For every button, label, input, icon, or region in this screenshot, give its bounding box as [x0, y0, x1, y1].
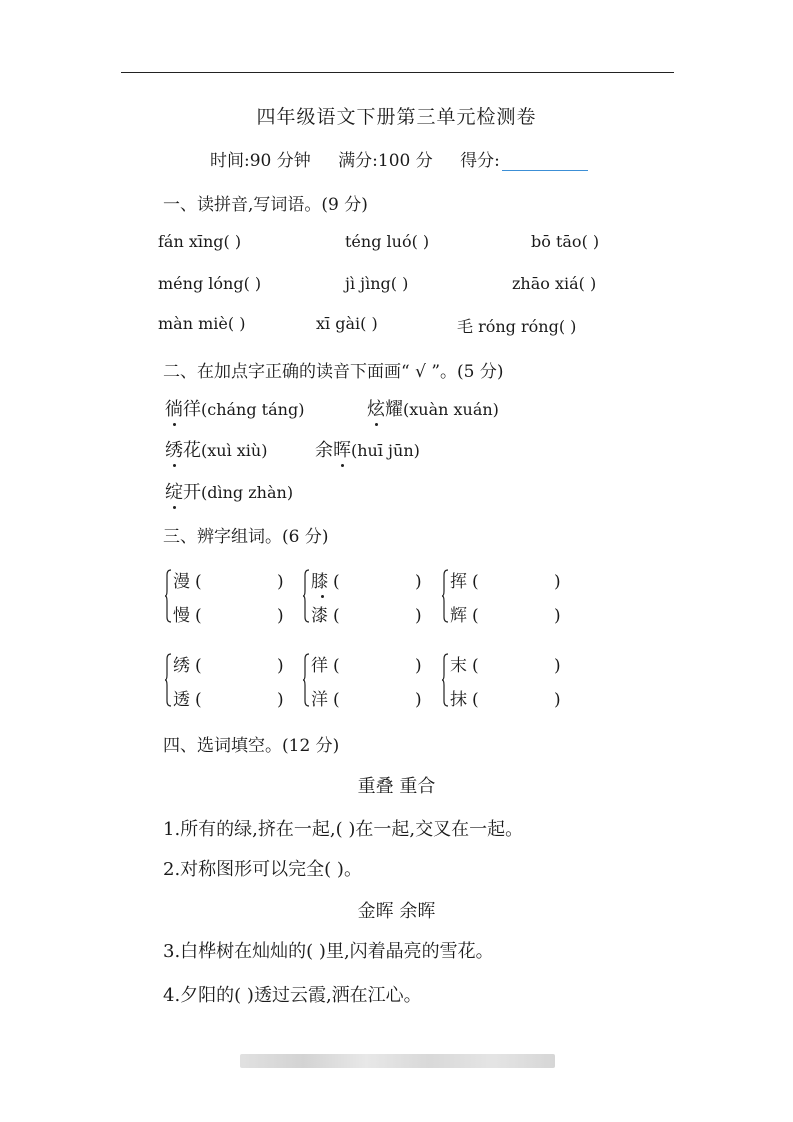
pair-char: 抹 [450, 690, 467, 710]
pair-char: 挥 [450, 572, 467, 592]
dotted-char: 炫 [367, 399, 385, 420]
exam-meta [210, 146, 610, 171]
section4-heading: 四、选词填空。(12 分) [163, 736, 340, 756]
section1-heading: 一、读拼音,写词语。(9 分) [163, 195, 368, 215]
dotted-char: 徜 [165, 399, 183, 420]
reading-item: 绣花(xuì xiù) [165, 440, 268, 461]
pair-char: 辉 [450, 606, 467, 626]
pinyin-item: màn miè( ) [158, 314, 246, 333]
word-choices: 金晖 余晖 [357, 901, 436, 922]
time-limit: 时间:90 分钟 [210, 151, 311, 171]
dotted-char: 绣 [165, 440, 183, 461]
pinyin-item: fán xīng( ) [158, 232, 242, 251]
pinyin-item: méng lóng( ) [158, 274, 262, 293]
reading-item: 炫耀(xuàn xuán) [367, 399, 499, 420]
word-choices: 重叠 重合 [357, 776, 436, 797]
question-3: 3.白桦树在灿灿的( )里,闪着晶亮的雪花。 [163, 941, 494, 962]
question-4: 4.夕阳的( )透过云霞,洒在江心。 [163, 985, 422, 1006]
brace-icon [442, 653, 448, 707]
brace-icon [165, 653, 171, 707]
brace-icon [303, 653, 309, 707]
page-title: 四年级语文下册第三单元检测卷 [256, 106, 537, 128]
dotted-char: 晖 [333, 440, 351, 461]
full-score: 满分:100 分 [338, 151, 433, 171]
reading-item: 绽开(dìng zhàn) [165, 482, 294, 503]
pinyin-item: 毛 róng róng( ) [457, 317, 577, 336]
brace-icon [303, 569, 309, 623]
brace-icon [442, 569, 448, 623]
question-1: 1.所有的绿,挤在一起,( )在一起,交叉在一起。 [163, 819, 524, 840]
pinyin-item: téng luó( ) [345, 232, 430, 251]
pair-char: 漫 [173, 572, 190, 592]
reading-item: 徜徉(cháng táng) [165, 399, 305, 420]
section3-heading: 三、辨字组词。(6 分) [163, 527, 329, 547]
brace-icon [165, 569, 171, 623]
reading-item: 余晖(huī jūn) [315, 440, 420, 461]
pinyin-item: jì jìng( ) [345, 274, 409, 293]
blurred-footer [240, 1054, 555, 1068]
pinyin-item: bō tāo( ) [531, 232, 600, 251]
section2-heading: 二、在加点字正确的读音下面画“ √ ”。(5 分) [163, 362, 504, 382]
dotted-char: 绽 [165, 482, 183, 503]
pair-char: 漆 [311, 606, 328, 626]
pair-char: 慢 [173, 606, 190, 626]
score-label: 得分: [460, 151, 500, 171]
question-2: 2.对称图形可以完全( )。 [163, 859, 362, 880]
pair-char: 透 [173, 690, 190, 710]
score-field[interactable] [502, 152, 588, 171]
pair-char: 膝 [311, 567, 333, 592]
top-rule [121, 72, 674, 73]
pair-char: 徉 [311, 656, 328, 676]
pinyin-item: xī gài( ) [316, 314, 378, 333]
pair-char: 洋 [311, 690, 328, 710]
pair-char: 末 [450, 656, 467, 676]
pinyin-item: zhāo xiá( ) [512, 274, 597, 293]
pair-char: 绣 [173, 656, 190, 676]
